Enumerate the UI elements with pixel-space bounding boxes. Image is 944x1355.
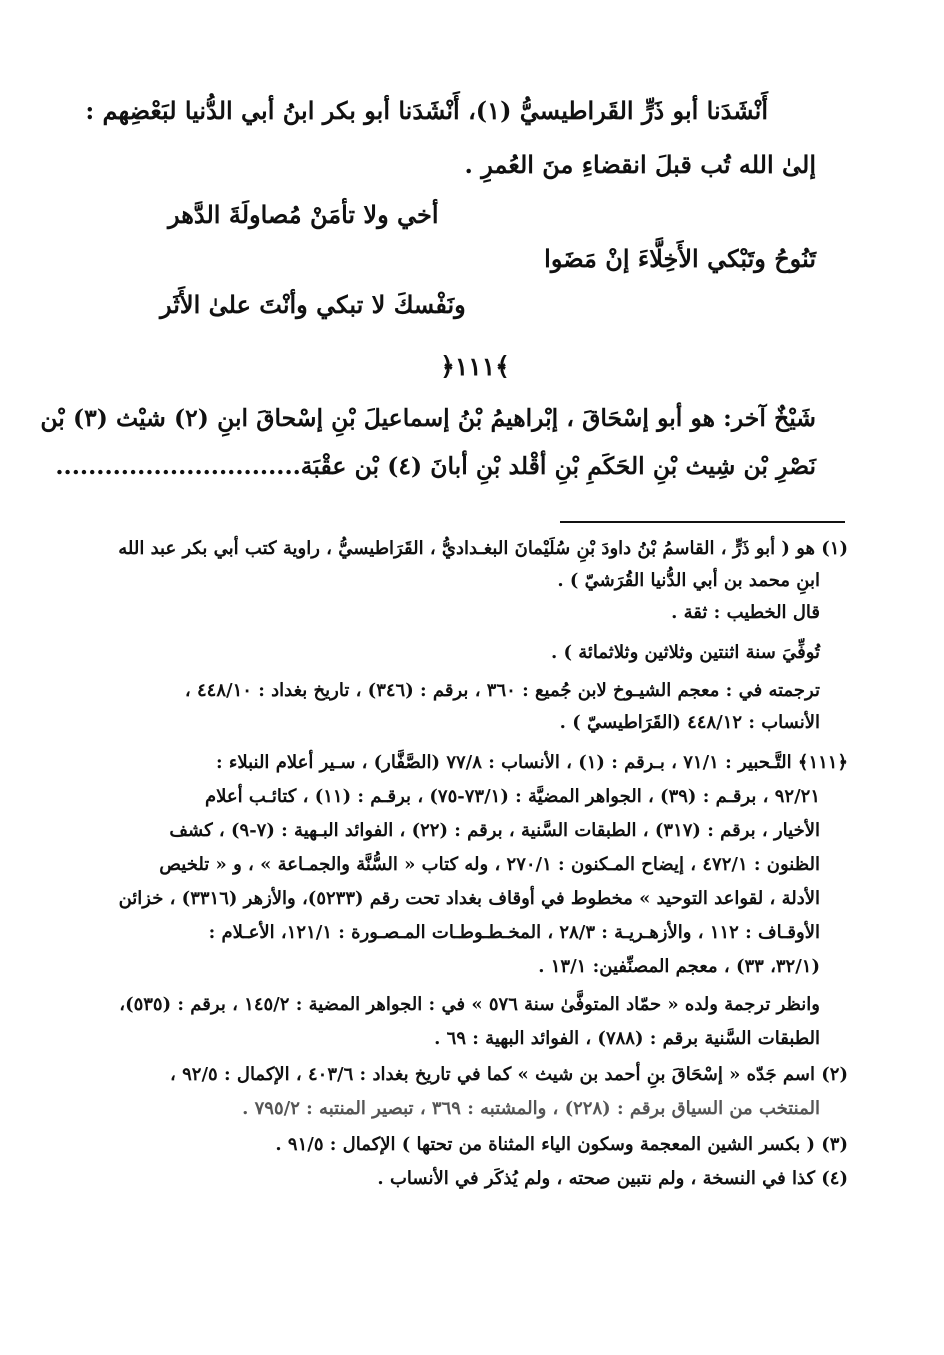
sources-line-3: الأخيار ، برقم : (٣١٧) ، الطبقات السَّنية ، برقم : (٢٢) ، الفوائد البـهية : (٧-٩) ، كشف (169, 820, 820, 841)
footnote-1-line-6: الأنساب : ٤٤٨/١٢ (القَرَاطيسيّ ) . (559, 712, 820, 733)
main-line-1: أَنْشَدَنا أبو ذَرٍّ القَراطيسيُّ (١)، أَنْشَدَنا أبو بكر ابنُ أبي الدُّنيا لبَعْضِهم : (85, 96, 768, 125)
sources-line-4: الظنون : ٤٧٢/١ ، إيضاح المـكنون : ٢٧٠/١ ، وله كتاب « السُّنَّة والجمـاعة » ، و « تلخيص (159, 854, 820, 875)
footnote-separator (560, 521, 845, 523)
sources-line-2: ٩٢/٢١ ، برقـم : (٣٩) ، الجواهر المضيَّة : (٧٣/١-٧٥) ، برقـم : (١١) ، كتائـب أعلام (205, 786, 820, 807)
footnote-2-line-2: المنتخب من السياق برقم : (٢٢٨) ، والمشتبه : ٣٦٩ ، تبصير المنتبه : ٧٩٥/٢ . (242, 1098, 820, 1119)
footnote-3-line-1: (٣) ( بكسر الشين المعجمة وسكون الياء المثناة من تحتها ) الإكمال : ٩١/٥ . (275, 1134, 848, 1155)
sources-line-7: (٣٢/١، ٣٣) ، معجم المصنِّفين: ١٣/١ . (538, 956, 820, 977)
entry-number-heading: ﴿١١١﴾ (440, 352, 510, 381)
sources-line-5: الأدلة ، لقواعد التوحيد » مخطوط في أوقاف بغداد تحت رقم (٥٢٣٣)، والأزهر (٣٣١٦) ، خزائن (118, 888, 820, 909)
footnote-1-line-2: ابنِ محمد بن أبي الدُّنيا القُرَشيّ ) . (557, 570, 820, 591)
sources-line-1: ﴿١١١﴾ التَّـحبير : ٧١/١ ، بـرقم : (١) ، الأنساب : ٧٧/٨ (الصَّفَّار) ، سـير أعلام النبلاء : (215, 752, 848, 773)
entry-bio-line-2: نَصْرِ بْن شِيث بْنِ الحَكَمِ بْنِ أقْلد بْنِ أبانَ (٤) بْن عقْبَة.............................. (55, 452, 816, 480)
entry-bio-line-1: شَيْخٌ آخر: هو أبو إسْحَاقَ ، إبْراهيمُ بْنُ إسماعيلَ بْنِ إسْحاقَ ابنِ (٢) شيْث (٣) بْن (40, 404, 816, 432)
poem-verse-1a: أخي ولا تأمَنْ مُصاولَةَ الدَّهر (168, 200, 439, 229)
sources-line-6: الأوقـاف : ١١٢ ، والأزهـريـة : ٢٨/٣ ، المخـطـوطـات المـصـورة : ١٢١/١، الأعـلام : (208, 922, 820, 943)
footnote-1-line-5: ترجمته في : معجم الشيـوخ لابن جُميع : ٣٦٠ ، برقم : (٣٤٦) ، تاريخ بغداد : ٤٤٨/١٠ ، (184, 680, 820, 701)
sources-line-8: وانظر ترجمة ولده « حمّاد المتوفَّىٰ سنة ٥٧٦ » في : الجواهر المضية : ١٤٥/٢ ، برقم : (٥٣٥)، (119, 994, 820, 1015)
footnote-2-line-1: (٢) اسم جَدّه « إسْحَاقَ بنِ أحمد بن شيث » كما في تاريخ بغداد : ٤٠٣/٦ ، الإكمال : ٩٢/٥ ، (170, 1064, 848, 1085)
poem-verse-2a: ونَفْسكَ لا تبكي وأنْتَ علىٰ الأَثَر (160, 290, 466, 319)
footnote-1-line-1: (١) هو ( أبو ذَرٍّ ، القاسمُ بْنُ داودَ بْنِ سُلَيْمانَ البغـداديُّ ، القَرَاطيسيُّ ، راوية كتب أبي بكر عبد الله (118, 538, 848, 559)
poem-verse-2b: تَنُوحُ وتَبْكي الأَخِلَّاءَ إنْ مَضَوا (544, 244, 816, 273)
footnote-1-line-3: قال الخطيب : ثقة . (671, 602, 820, 623)
main-line-2: إلىٰ الله تُب قبلَ انقضاءِ منَ العُمرِ . (464, 150, 816, 179)
sources-line-9: الطبقات السَّنية برقم : (٧٨٨) ، الفوائد البهية : ٦٩ . (434, 1028, 820, 1049)
footnote-4-line-1: (٤) كذا في النسخة ، ولم نتبين صحته ، ولم يُذكَر في الأنساب . (377, 1168, 848, 1189)
footnote-1-line-4: تُوفِّيَ سنة اثنتين وثلاثين وثلاثمائة ) . (550, 642, 820, 663)
